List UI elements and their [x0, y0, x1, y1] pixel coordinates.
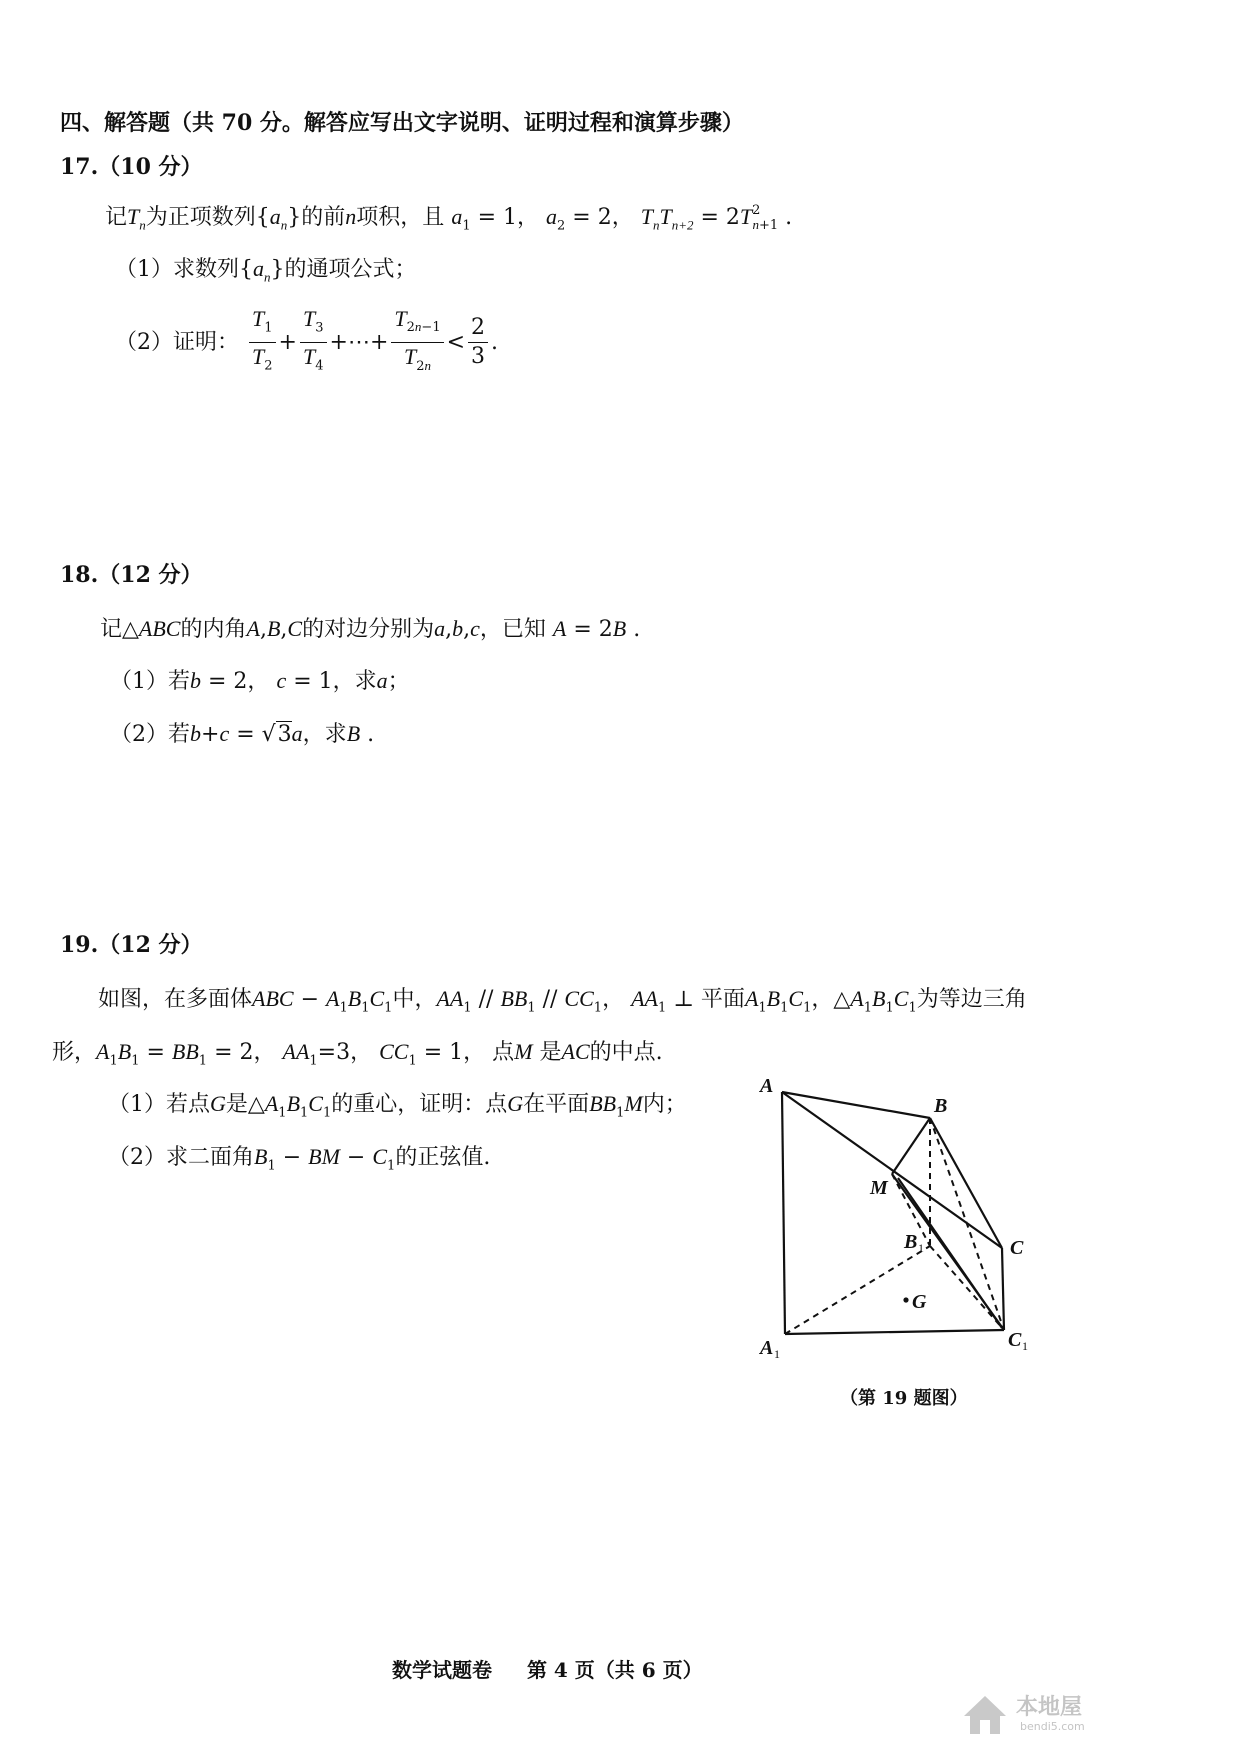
- q19-points: （12 分）: [98, 932, 203, 958]
- watermark: [960, 1690, 1110, 1740]
- q18-stem: 记△ABC的内角A,B,C的对边分别为a,b,c，已知 A = 2B .: [100, 616, 641, 642]
- q18-part1: （1）若b = 2， c = 1，求a；: [110, 668, 410, 694]
- label-A1: A: [760, 1337, 774, 1359]
- edge-A-A1: [782, 1092, 785, 1334]
- q17-part2: （2）证明： $\frac{T_1}{T_2}$ + $\frac{T_3}{T_4}$ +⋯+ $\frac{T_{2n-1}}{T_{2n}}$ < $\frac{2}{3}$ .: [115, 306, 499, 374]
- label-C: C: [1010, 1237, 1024, 1259]
- point-G: [903, 1297, 908, 1302]
- label-M: M: [870, 1177, 888, 1199]
- q17-stem: 记$T_n$为正项数列$\{a_n\}$的前n项积，且 $a_1 = 1$， $a_2 = 2$， $T_nT_{n+2} = 2T^2_{n+1}$ .: [105, 202, 793, 234]
- label-C1: C: [1008, 1329, 1022, 1351]
- edge-B1-C1: [930, 1246, 1004, 1330]
- page-footer: [392, 1654, 703, 1683]
- footer-title: 数学试题卷: [392, 1658, 492, 1682]
- q18-part2: （2）若b+c = √3a，求B .: [110, 721, 375, 747]
- footer-page: 第 4 页（共 6 页）: [526, 1658, 703, 1682]
- q19-part1: （1）若点G是$\triangle A_1B_1C_1$的重心，证明：点G在平面$BB_1M$内；: [108, 1091, 687, 1121]
- label-A: A: [760, 1075, 774, 1097]
- label-B: B: [934, 1095, 948, 1117]
- edge-A1-C1: [785, 1330, 1004, 1334]
- q17-points: （10 分）: [98, 154, 203, 180]
- q19-label: 19.: [60, 932, 99, 958]
- q17-label: 17.: [60, 154, 99, 180]
- q19-stem-line2: 形，$A_1B_1 = BB_1 = 2$， $AA_1=3$， $CC_1 = 1$， 点M 是AC的中点.: [52, 1039, 663, 1069]
- edge-B-C: [930, 1118, 1002, 1248]
- edge-C-C1: [1002, 1248, 1004, 1330]
- label-A1-sub: 1: [774, 1347, 780, 1361]
- q17-header: [60, 150, 203, 181]
- q18-header: [60, 558, 203, 589]
- edge-B-C1: [930, 1118, 1004, 1330]
- q19-figure: [740, 1060, 1060, 1370]
- q18-label: 18.: [60, 562, 99, 588]
- edge-A-B: [782, 1092, 930, 1118]
- watermark-url: bendi5.com: [1020, 1720, 1085, 1733]
- edge-B-M: [892, 1118, 930, 1174]
- label-B1-sub: 1: [918, 1241, 924, 1255]
- q19-part2: （2）求二面角$B_1$ − BM − $C_1$的正弦值.: [108, 1144, 491, 1174]
- label-G: G: [912, 1291, 927, 1313]
- q18-points: （12 分）: [98, 562, 203, 588]
- label-C1-sub: 1: [1022, 1339, 1028, 1353]
- watermark-name: 本地屋: [1016, 1695, 1083, 1720]
- q19-figure-caption: （第 19 题图）: [840, 1388, 968, 1409]
- q19-header: [60, 928, 203, 959]
- edge-A1-B1: [785, 1246, 930, 1334]
- edge-A-C: [782, 1092, 1002, 1248]
- section-heading: 四、解答题（共 70 分。解答应写出文字说明、证明过程和演算步骤）: [60, 110, 744, 136]
- q17-part1: （1）求数列$\{a_n\}$的通项公式；: [115, 256, 417, 285]
- house-icon: [960, 1692, 1010, 1738]
- label-B1: B: [904, 1231, 918, 1253]
- q19-stem-line1: 如图，在多面体ABC − $A_1B_1C_1$中，$AA_1 // BB_1 // CC_1$， $AA_1$ ⊥ 平面$A_1B_1C_1$，$\triangle A_1B_1C_1$为等边三角: [98, 986, 1027, 1016]
